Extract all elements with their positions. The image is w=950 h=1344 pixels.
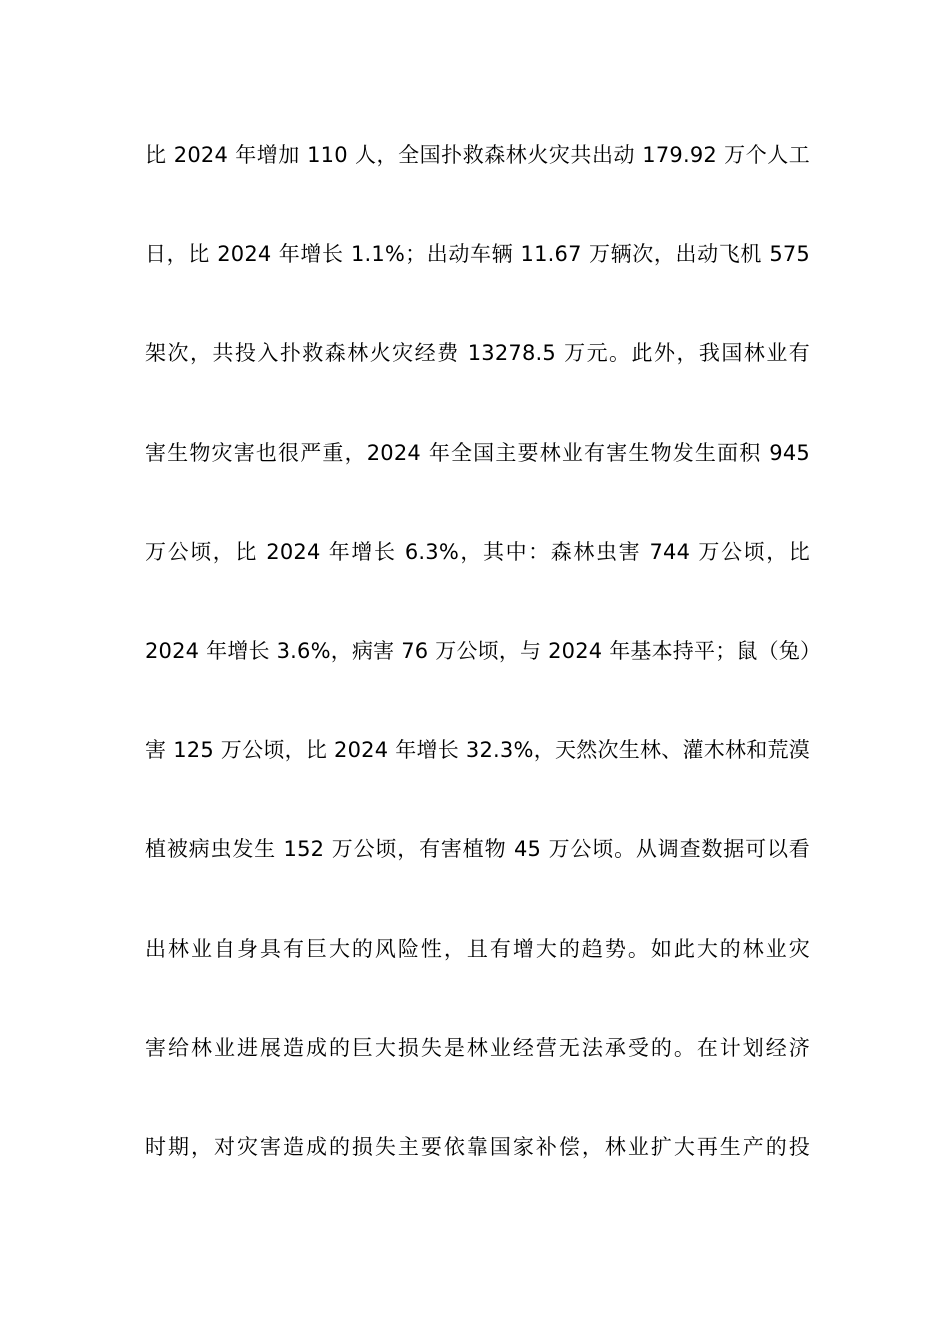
text-line: 时期，对灾害造成的损失主要依靠国家补偿，林业扩大再生产的投 [145,1134,810,1159]
text-line: 植被病虫发生 152 万公顷，有害植物 45 万公顷。从调查数据可以看 [145,837,810,862]
text-line: 害 125 万公顷，比 2024 年增长 32.3%，天然次生林、灌木林和荒漠 [145,738,810,763]
text-line: 架次，共投入扑救森林火灾经费 13278.5 万元。此外，我国林业有 [145,341,810,366]
text-line: 比 2024 年增加 110 人，全国扑救森林火灾共出动 179.92 万个人工 [145,143,810,167]
text-line: 害生物灾害也很严重，2024 年全国主要林业有害生物发生面积 945 [145,440,810,465]
text-line: 日，比 2024 年增长 1.1%；出动车辆 11.67 万辆次，出动飞机 575 [145,242,810,267]
text-line: 出林业自身具有巨大的风险性，且有增大的趋势。如此大的林业灾 [145,936,810,961]
text-line: 害给林业进展造成的巨大损失是林业经营无法承受的。在计划经济 [145,1035,810,1060]
text-line: 万公顷，比 2024 年增长 6.3%，其中：森林虫害 744 万公顷，比 [145,539,810,564]
text-line: 2024 年增长 3.6%，病害 76 万公顷，与 2024 年基本持平；鼠（兔） [145,638,822,663]
body-text [145,130,822,1221]
